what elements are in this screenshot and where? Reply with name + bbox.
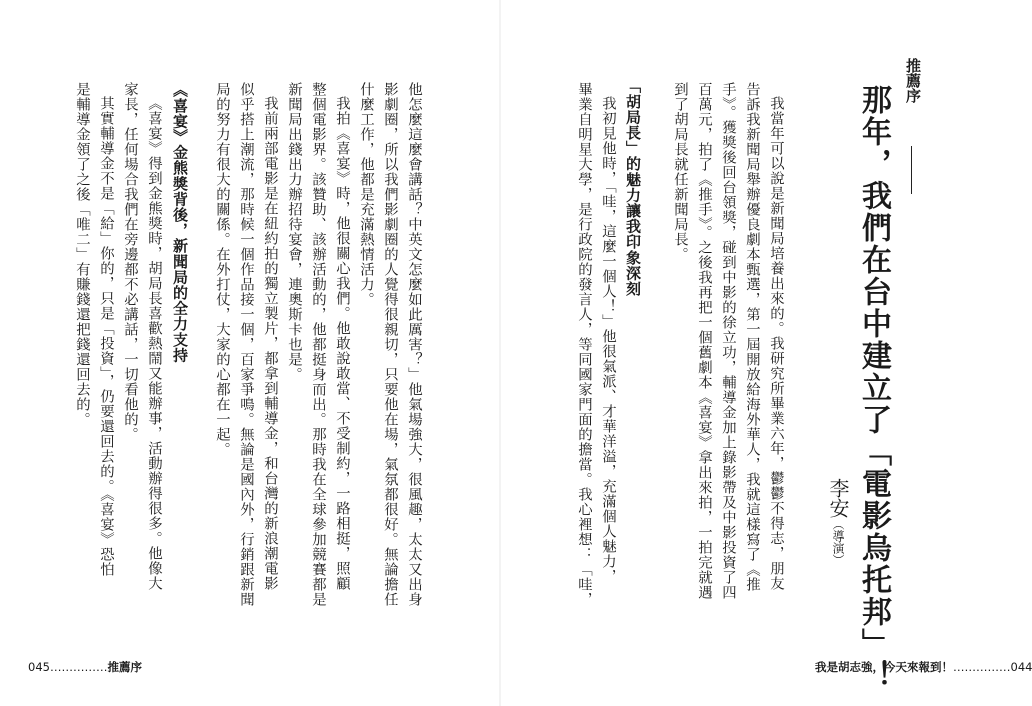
body-line: 我初見他時，「哇，這麼一個人！」他很氣派、才華洋溢，充滿個人魅力， xyxy=(600,96,616,584)
footer-section-name: 推薦序 xyxy=(107,660,142,674)
body-line: 家長，任何場合我們在旁邊都不必講話，一切看他的。 xyxy=(122,82,138,442)
body-line: 整個電影界。該贊助、該辦活動的，他都挺身而出。那時我在全球參加競賽都是 xyxy=(310,82,326,607)
author-byline xyxy=(826,478,850,566)
page-title: 那年，我們在台中建立了「電影烏托邦」！ xyxy=(856,84,891,692)
page-footer-left xyxy=(28,659,142,675)
body-line: 告訴我新聞局舉辦優良劇本甄選，第一屆開放給海外華人，我就這樣寫了《推 xyxy=(744,82,760,592)
author-name: 李安 xyxy=(826,478,850,518)
body-line: 手》。獲獎後回台領獎，碰到中影的徐立功，輔導金加上錄影帶及中影投資了四 xyxy=(720,82,736,600)
section-label: 推薦序 xyxy=(904,58,922,103)
section-heading: 《喜宴》金熊獎背後，新聞局的全力支持 xyxy=(171,82,189,363)
body-line: 畢業自明星大學，是行政院的發言人，等同國家門面的擔當。我心裡想：「哇， xyxy=(576,82,592,607)
body-line: 似乎搭上潮流，那時候一個作品接一個，百家爭鳴。無論是國內外，行銷跟新聞 xyxy=(238,82,254,607)
footer-dots: …………… xyxy=(49,660,108,674)
page-number: 045 xyxy=(28,660,50,674)
body-line: 新聞局出錢出力辦招待宴會，連奧斯卡也是。 xyxy=(286,82,302,382)
body-line: 我當年可以說是新聞局培養出來的。我研究所畢業六年，鬱鬱不得志，朋友 xyxy=(768,96,784,591)
body-line: 百萬元，拍了《推手》。之後我再把一個舊劇本《喜宴》拿出來拍，一拍完就遇 xyxy=(696,82,712,600)
body-line: 到了胡局長就任新聞局長。 xyxy=(672,82,688,262)
body-line: 他怎麼這麼會講話？中英文怎麼如此厲害？」他氣場強大，很風趣，太太又出身 xyxy=(406,82,422,607)
body-line: 我前兩部電影是在紐約拍的獨立製片，都拿到輔導金，和台灣的新浪潮電影 xyxy=(262,96,278,591)
body-line: 其實輔導金不是「給」你的，只是「投資」，仍要還回去的。《喜宴》恐怕 xyxy=(98,96,114,577)
footer-book-title: 我是胡志強，今天來報到！ xyxy=(815,660,953,674)
footer-dots: …………… xyxy=(953,660,1011,674)
page-footer-right xyxy=(815,659,1032,675)
section-rule xyxy=(911,146,912,194)
author-role: （導演） xyxy=(831,518,845,566)
section-heading: 「胡局長」的魅力讓我印象深刻 xyxy=(624,78,642,297)
page-number: 044 xyxy=(1010,660,1032,674)
body-line: 我拍《喜宴》時，他很關心我們。他敢說敢當、不受制約，一路相挺，照顧 xyxy=(334,96,350,591)
book-gutter xyxy=(499,0,501,706)
body-line: 影劇圈，所以我們影劇圈的人覺得很親切，只要他在場，氣氛都很好。無論擔任 xyxy=(382,82,398,607)
body-line: 什麼工作，他都是充滿熱情活力。 xyxy=(358,82,374,307)
body-line: 局的努力有很大的關係。在外打仗，大家的心都在一起。 xyxy=(214,82,230,457)
body-line: 是輔導金領了之後「唯二」有賺錢還把錢還回去的。 xyxy=(74,82,90,427)
body-line: 《喜宴》得到金熊獎時，胡局長喜歡熱鬧又能辦事，活動辦得很多。他像大 xyxy=(146,96,162,591)
